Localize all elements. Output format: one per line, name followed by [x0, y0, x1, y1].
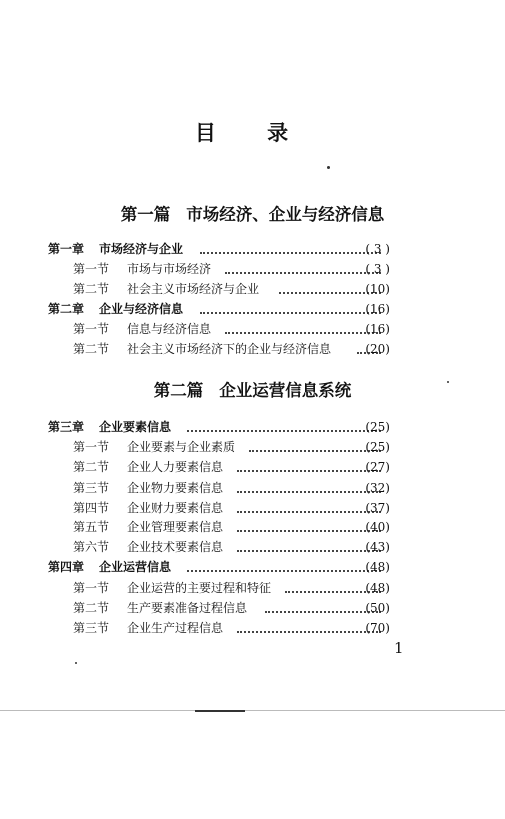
toc-section-row[interactable] — [0, 598, 505, 618]
entry-number: 第三节 — [73, 621, 110, 635]
entry-page: (48) — [365, 581, 390, 595]
dot-leader — [237, 491, 381, 493]
dot-leader — [200, 252, 381, 254]
entry-title: 市场与市场经济 — [127, 262, 212, 276]
toc-chapter-row[interactable] — [0, 417, 505, 437]
entry-number: 第二章 — [48, 302, 85, 316]
toc-section-row[interactable] — [0, 259, 505, 279]
entry-page: (50) — [365, 601, 390, 615]
entry-number: 第二节 — [73, 342, 110, 356]
entry-page: (37) — [365, 501, 390, 515]
entry-number: 第三节 — [73, 481, 110, 495]
entry-title: 企业财力要素信息 — [127, 501, 224, 515]
entry-number: 第一节 — [73, 322, 110, 336]
entry-title: 企业运营信息 — [99, 560, 172, 574]
entry-page: (48) — [365, 560, 390, 574]
entry-page: (40) — [365, 520, 390, 534]
dot-leader — [249, 450, 381, 452]
entry-title: 企业生产过程信息 — [127, 621, 224, 635]
dot-leader — [225, 272, 381, 274]
dot-leader — [187, 430, 381, 432]
toc-section-row[interactable] — [0, 618, 505, 638]
entry-title: 市场经济与企业 — [99, 242, 184, 256]
entry-page: (43) — [365, 540, 390, 554]
entry-title: 企业管理要素信息 — [127, 520, 224, 534]
entry-number: 第六节 — [73, 540, 110, 554]
toc-section-row[interactable] — [0, 517, 505, 537]
toc-section-row[interactable] — [0, 279, 505, 299]
part-number: 第二篇 — [153, 381, 204, 400]
entry-page: ( 3 ) — [365, 262, 390, 276]
entry-page: (16) — [365, 302, 390, 316]
entry-title: 企业人力要素信息 — [127, 460, 224, 474]
dot-leader — [187, 570, 381, 572]
entry-number: 第三章 — [48, 420, 85, 434]
part-name: 企业运营信息系统 — [219, 381, 352, 400]
entry-page: (25) — [365, 420, 390, 434]
toc-chapter-row[interactable] — [0, 299, 505, 319]
entry-title: 企业技术要素信息 — [127, 540, 224, 554]
toc-chapter-row[interactable] — [0, 557, 505, 577]
entry-number: 第一节 — [73, 440, 110, 454]
dot-leader — [200, 312, 381, 314]
dot-leader — [237, 470, 381, 472]
entry-number: 第二节 — [73, 601, 110, 615]
entry-number: 第四章 — [48, 560, 85, 574]
entry-page: (27) — [365, 460, 390, 474]
entry-number: 第五节 — [73, 520, 110, 534]
entry-number: 第四节 — [73, 501, 110, 515]
entry-title: 企业与经济信息 — [99, 302, 184, 316]
toc-section-row[interactable] — [0, 319, 505, 339]
entry-number: 第一节 — [73, 262, 110, 276]
part-title — [0, 377, 505, 401]
scan-speck — [327, 166, 330, 169]
entry-page: (16) — [365, 322, 390, 336]
dot-leader — [265, 611, 381, 613]
entry-page: (20) — [365, 342, 390, 356]
part-name: 市场经济、企业与经济信息 — [186, 205, 385, 224]
entry-number: 第一章 — [48, 242, 85, 256]
toc-section-row[interactable] — [0, 498, 505, 518]
entry-page: (70) — [365, 621, 390, 635]
dot-leader — [237, 631, 381, 633]
entry-page: (32) — [365, 481, 390, 495]
entry-number: 第一节 — [73, 581, 110, 595]
toc-section-row[interactable] — [0, 457, 505, 477]
entry-page: (25) — [365, 440, 390, 454]
scan-edge-line — [0, 710, 505, 711]
entry-page: ( 3 ) — [365, 242, 390, 256]
scan-edge-line — [195, 710, 245, 712]
toc-section-row[interactable] — [0, 478, 505, 498]
toc-section-row[interactable] — [0, 578, 505, 598]
entry-title: 企业运营的主要过程和特征 — [127, 581, 272, 595]
entry-number: 第二节 — [73, 460, 110, 474]
scan-speck — [75, 662, 77, 664]
entry-title: 社会主义市场经济与企业 — [127, 282, 260, 296]
entry-title: 生产要素准备过程信息 — [127, 601, 248, 615]
dot-leader — [225, 332, 381, 334]
entry-title: 企业要素信息 — [99, 420, 172, 434]
entry-title: 信息与经济信息 — [127, 322, 212, 336]
part-title — [0, 201, 505, 225]
entry-page: (10) — [365, 282, 390, 296]
part-number: 第一篇 — [120, 205, 171, 224]
toc-section-row[interactable] — [0, 339, 505, 359]
entry-title: 社会主义市场经济下的企业与经济信息 — [127, 342, 332, 356]
entry-number: 第二节 — [73, 282, 110, 296]
dot-leader — [237, 511, 381, 513]
toc-section-row[interactable] — [0, 537, 505, 557]
page-title: 目 录 — [194, 121, 311, 145]
dot-leader — [237, 530, 381, 532]
entry-title: 企业要素与企业素质 — [127, 440, 236, 454]
page-number: 1 — [394, 639, 404, 657]
toc-chapter-row[interactable] — [0, 239, 505, 259]
entry-title: 企业物力要素信息 — [127, 481, 224, 495]
toc-section-row[interactable] — [0, 437, 505, 457]
dot-leader — [237, 550, 381, 552]
